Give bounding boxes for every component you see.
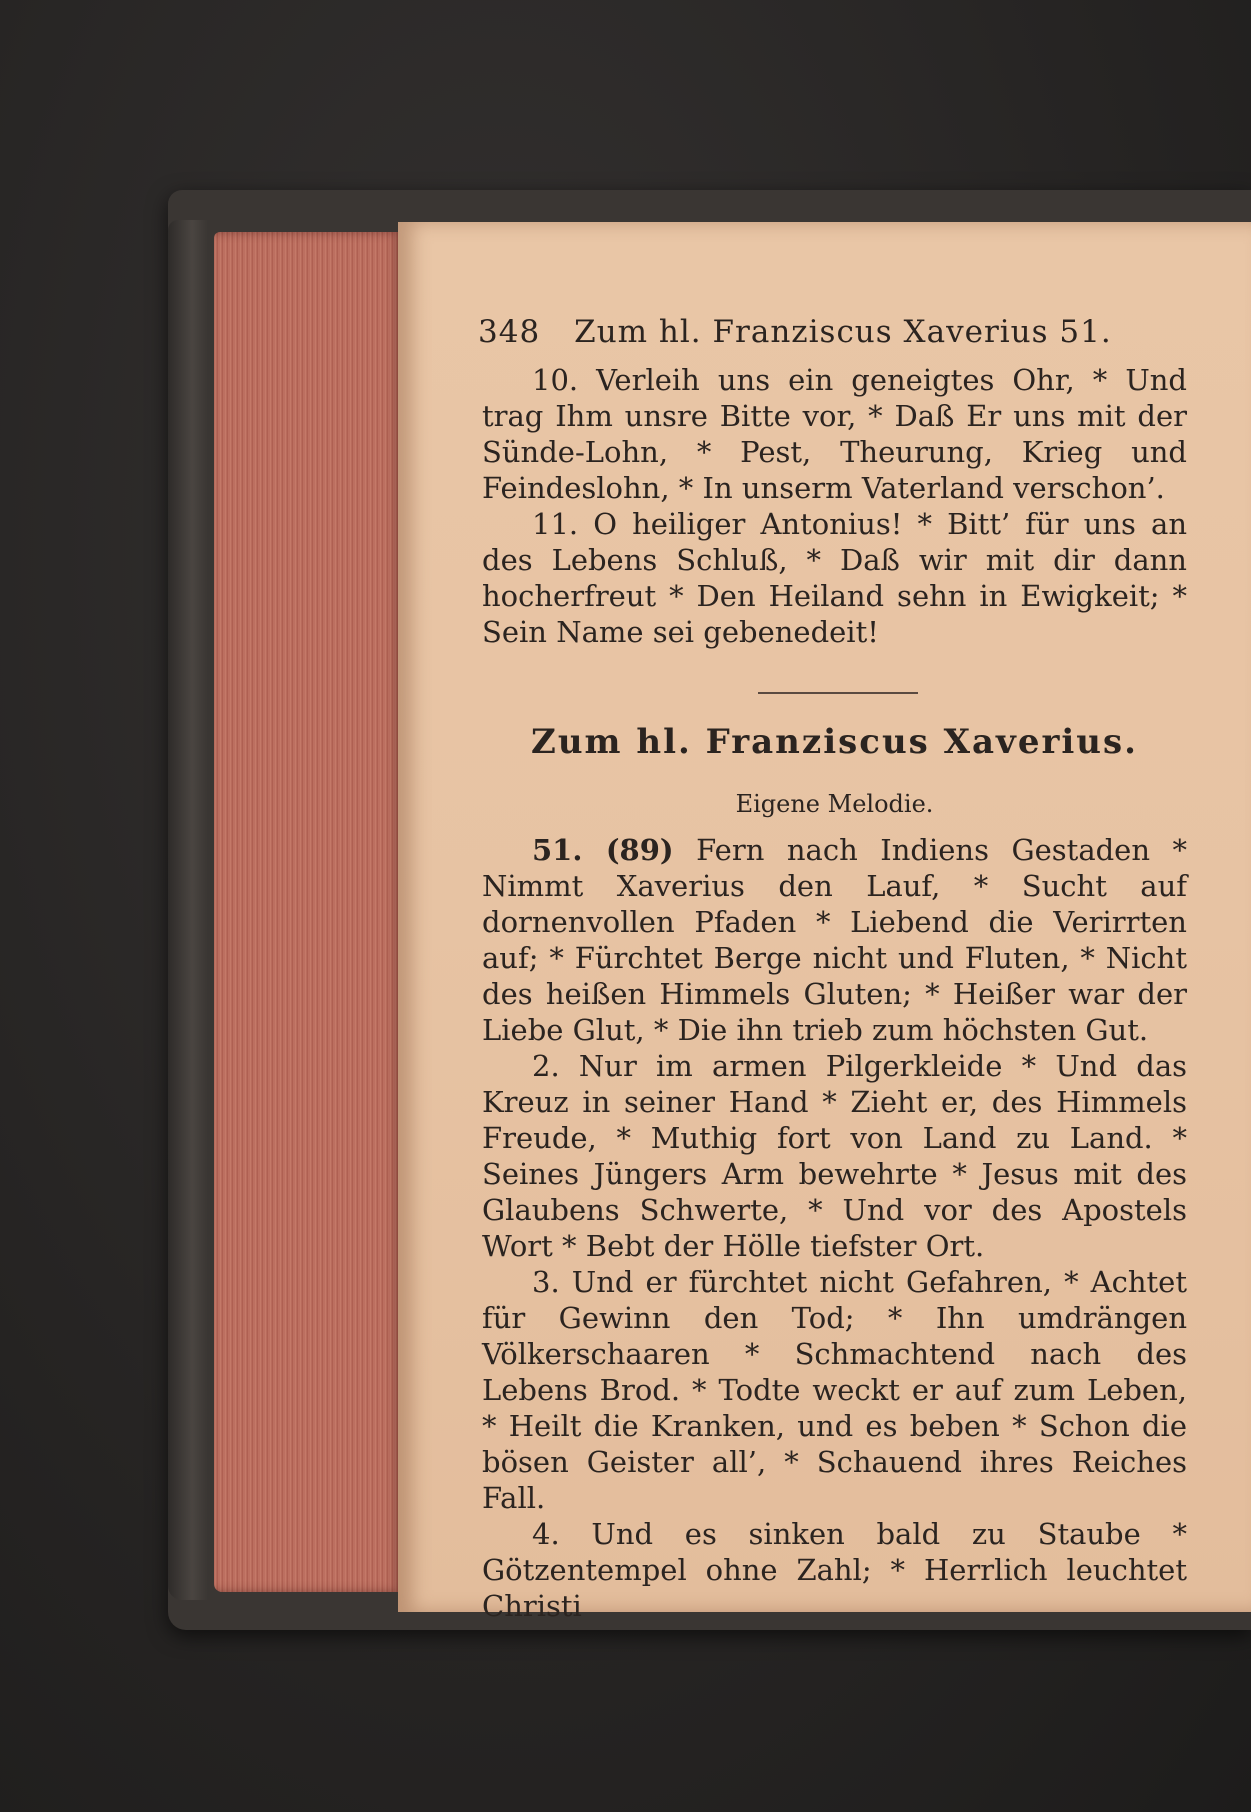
hymn-title: Zum hl. Franziscus Xaverius. [531,722,1138,762]
section-divider [758,692,918,694]
page-edges [214,232,402,1592]
verses-top [482,362,1187,650]
hymn-verse-1 [482,832,1187,1048]
verse-10: 10. Verleih uns ein geneigtes Ohr, * Und trag Ihm unsre Bitte vor, * Daß Er uns mit der Sünde-Lohn, * Pest, Theurung, Krieg und Feindeslohn, * In unserm Vaterland verschon’. [482,363,1187,505]
verse-11: 11. O heiliger Antonius! * Bitt’ für uns an des Lebens Schluß, * Daß wir mit dir dann hocherfreut * Den Heiland sehn in Ewigkeit; * Sein Name sei gebenedeit! [482,507,1187,649]
hymn-verses [482,832,1187,1624]
page-header [478,314,1178,350]
page-number: 348 [478,314,541,350]
hymn-verse-2: 2. Nur im armen Pilgerkleide * Und das Kreuz in seiner Hand * Zieht er, des Himmels Freude, * Muthig fort von Land zu Land. * Seines Jüngers Arm bewehrte * Jesus mit des Glaubens Schwerte, * Und vor des Apostels Wort * Bebt der Hölle tiefster Ort. [482,1049,1187,1263]
book-page [398,222,1251,1623]
hymn-number: 51. (89) [532,833,674,867]
hymn-verse-3: 3. Und er fürchtet nicht Gefahren, * Achtet für Gewinn den Tod; * Ihn umdrängen Völkerschaaren * Schmachtend nach des Lebens Brod. * Todte weckt er auf zum Leben, * Heilt die Kranken, und es beben * Schon die bösen Geister all’, * Schauend ihres Reiches Fall. [482,1265,1187,1515]
melody-note: Eigene Melodie. [735,790,934,818]
hymn-verse-1-text: Fern nach Indiens Gestaden * Nimmt Xaverius den Lauf, * Sucht auf dornenvollen Pfaden * Liebend die Verirrten auf; * Fürchtet Berge nicht und Fluten, * Nicht des heißen Himmels Gluten; * Heißer war der Liebe Glut, * Die ihn trieb zum höchsten Gut. [482,833,1188,1047]
hymn-verse-4: 4. Und es sinken bald zu Staube * Götzentempel ohne Zahl; * Herrlich leuchtet Christi [482,1517,1187,1623]
running-title: Zum hl. Franziscus Xaverius 51. [574,314,1112,350]
book-cover-edge [168,220,208,1600]
